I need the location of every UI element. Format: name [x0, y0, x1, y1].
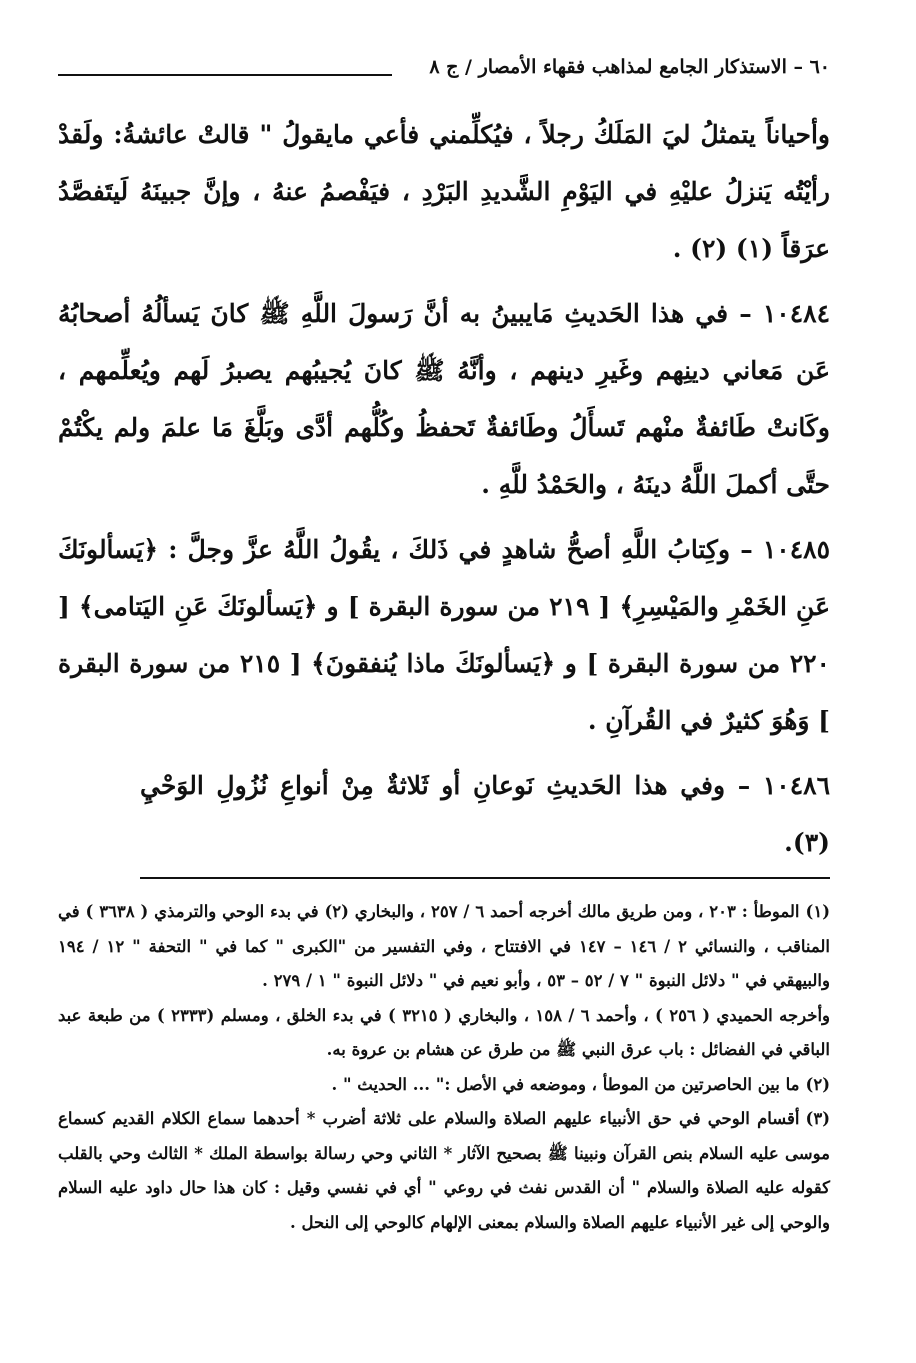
footnote-3-number: (٣) [805, 1109, 830, 1128]
footnote-1-number: (١) [805, 902, 830, 921]
footnote-3-text: أقسام الوحي في حق الأنبياء عليهم الصلاة والسلام على ثلاثة أضرب * أحدهما سماع الكلام القديم كسماع موسى عليه السلام بنص القرآن ونبينا ﷺ بصحيح الآثار * الثاني وحي رسالة بواسطة الملك * الثالث وحي بالقلب كقوله عليه الصلاة والسلام " أن القدس نفث في روعي " أي في نفسي وقيل : كان هذا حال داود عليه السلام والوحي إلى غير الأنبياء عليهم الصلاة والسلام بمعنى الإلهام كالوحي إلى النحل . [58, 1109, 830, 1232]
page-header [58, 46, 830, 86]
footnote-1 [58, 895, 830, 999]
paragraph-hadith-end: وأحياناً يتمثلُ ليَ المَلَكُ رجلاً ، فيُكلِّمني فأعي مايقولُ " قالتْ عائشةُ: ولَقدْ رأيْتُه يَنزلُ عليْهِ في اليَوْمِ الشَّديدِ البَرْدِ ، فيَفْصمُ عنهُ ، وإنَّ جبينَهُ لَيتَفصَّدُ عرَقاً (١) (٢) . [58, 120, 830, 263]
footnote-1-continuation: وأخرجه الحميدي ( ٢٥٦ ) ، وأحمد ٦ / ١٥٨ ، والبخاري ( ٣٢١٥ ) في بدء الخلق ، ومسلم (٢٣٣٣ ) من طبعة عبد الباقي في الفضائل : باب عرق النبي ﷺ من طرق عن هشام بن عروة به. [58, 1005, 831, 1059]
footnote-2-number: (٢) [805, 1074, 830, 1094]
footnote-2 [58, 1068, 830, 1103]
footnote-2-text: ما بين الحاصرتين من الموطأ ، وموضعه في الأصل :" ... الحديث " . [331, 1074, 800, 1094]
paragraph-10486: ١٠٤٨٦ – وفي هذا الحَديثِ نَوعانِ أو ثَلاثةٌ مِنْ أنواعِ نُزُولِ الوَحْيِ (٣). [140, 757, 830, 879]
footnote-3 [58, 1102, 830, 1240]
main-text [58, 106, 830, 879]
paragraph-10485: ١٠٤٨٥ – وكِتابُ اللَّهِ أصحُّ شاهدٍ في ذَلكَ ، يقُولُ اللَّهُ عزَّ وجلَّ : ﴿يَسألونَكَ عَنِ الخَمْرِ والمَيْسِرِ﴾ [ ٢١٩ من سورة البقرة ] و ﴿يَسألونَكَ عَنِ اليَتامى﴾ [ ٢٢٠ من سورة البقرة ] و ﴿يَسألونَكَ ماذا يُنفقونَ﴾ [ ٢١٥ من سورة البقرة ] وَهُوَ كثيرٌ في القُرآنِ . [58, 535, 830, 735]
footnotes [58, 895, 830, 1240]
header-rule [58, 74, 392, 76]
footnote-1-text: الموطأ : ٢٠٣ ، ومن طريق مالك أخرجه أحمد ٦ / ٢٥٧ ، والبخاري (٢) في بدء الوحي والترمذي ( ٣٦٣٨ ) في المناقب ، والنسائي ٢ / ١٤٦ – ١٤٧ في الافتتاح ، وفي التفسير من "الكبرى " كما في " التحفة " ١٢ / ١٩٤ والبيهقي في " دلائل النبوة " ٧ / ٥٢ – ٥٣ ، وأبو نعيم في " دلائل النبوة " ١ / ٢٧٩ . [58, 902, 830, 990]
paragraph-10484: ١٠٤٨٤ – في هذا الحَديثِ مَايبينُ به أنَّ رَسولَ اللَّهِ ﷺ كانَ يَسألُهُ أصحابُهُ عَن مَعاني دينِهم وغَيرِ دينهم ، وأنَّهُ ﷺ كانَ يُجيبُهم يصبرُ لَهم ويُعلِّمهم ، وكَانتْ طَائفةٌ منْهم تَسأَلُ وطَائفةٌ تَحفظُ وكُلُّهم أدَّى وبَلَّغَ مَا علمَ ولم يكْتُمْ حتَّى أكملَ اللَّهُ دينَهُ ، والحَمْدُ للَّهِ . [58, 299, 830, 499]
book-page [58, 46, 830, 1240]
running-title: ٦٠ – الاستذكار الجامع لمذاهب فقهاء الأمصار / ج ٨ [429, 56, 830, 78]
